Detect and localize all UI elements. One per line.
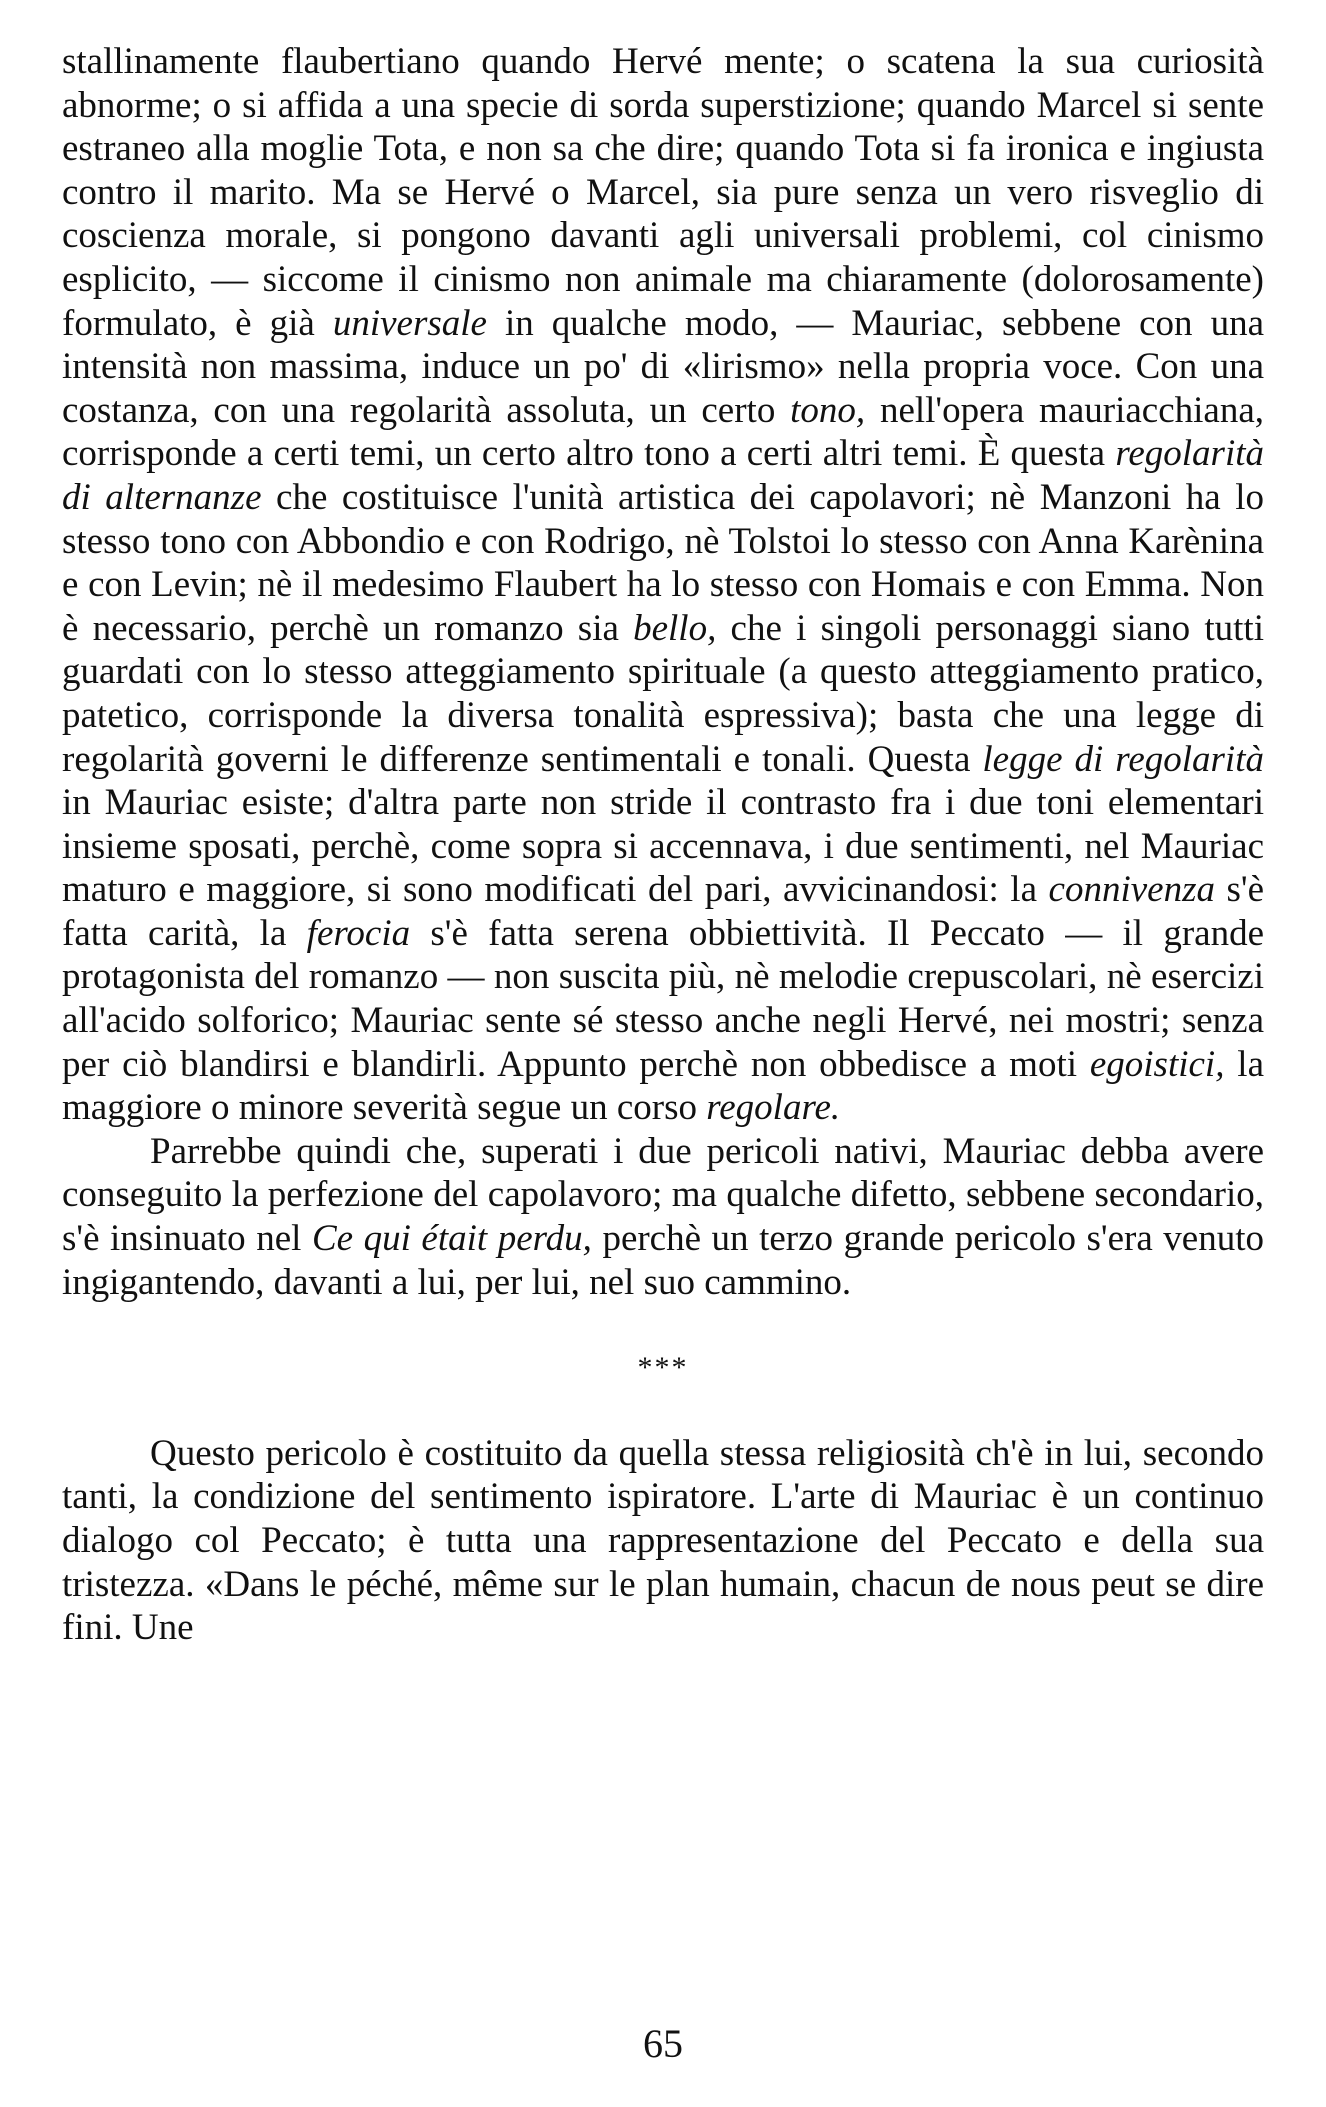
text-segment: Questo pericolo è costituito da quella stessa religiosità ch'è in lui, secondo tanti, la condizione del sentimento ispiratore. L'arte di Mauriac è un continuo dialogo col Peccato; è tutta una rappresentazione del Peccato e della sua tristezza. «Dans le péché, même sur le plan humain, chacun de nous peut se dire fini. Une: [62, 1432, 1264, 1649]
section-separator: ***: [637, 1351, 689, 1385]
text-segment: perchè un terzo grande pericolo s'era venuto ingigantendo, davanti a lui, per lui, nel suo cammino.: [62, 1218, 1265, 1303]
italic-text-segment: connivenza: [1048, 869, 1215, 911]
text-segment: che costituisce l'unità artistica dei capolavori; nè Manzoni ha lo stesso tono con Abbondio e con Rodrigo, nè Tolstoi lo stesso con Anna Karènina e con Levin; nè il medesimo Flaubert ha lo stesso con Homais e con Emma. Non è necessario, perchè un romanzo sia: [62, 476, 1264, 649]
text-segment: stallinamente flaubertiano quando Hervé mente; o scatena la sua curiosità abnorme; o si affida a una specie di sorda superstizione; quando Marcel si sente estraneo alla moglie Tota, e non sa che dire; quando Tota si fa ironica e ingiusta contro il marito. Ma se Hervé o Marcel, sia pure senza un vero risveglio di coscienza morale, si pongono davanti agli universali problemi, col cinismo esplicito, — siccome il cinismo non animale ma chiaramente (dolorosamente) formulato, è già: [62, 41, 1264, 344]
text-segment: in qualche modo, — Mauriac, sebbene con una intensità non massima, induce un po' di «lirismo» nella propria voce. Con una costanza, con una regolarità assoluta, un certo: [62, 302, 1265, 431]
text-segment: nell'opera mauriacchiana, corrisponde a certi temi, un certo altro tono a certi altri temi. È questa: [62, 389, 1264, 475]
text-segment: s'è fatta carità, la: [62, 869, 1264, 954]
text-segment: s'è fatta serena obbiettività. Il Peccato — il grande protagonista del romanzo — non suscita più, nè melodie crepuscolari, nè esercizi all'acido solforico; Mauriac sente sé stesso anche negli Hervé, nei mostri; senza per ciò blandirsi e blandirli. Appunto perchè non obbedisce a moti: [62, 912, 1264, 1085]
text-segment: che i singoli personaggi siano tutti guardati con lo stesso atteggiamento spirituale (a questo atteggiamento pratico, patetico, corrisponde la diversa tonalità espressiva); basta che una legge di regolarità governi le differenze sentimentali e tonali. Questa: [62, 607, 1264, 780]
text-segment: la maggiore o minore severità segue un corso: [62, 1043, 1265, 1129]
paragraph-1: [62, 40, 1264, 1130]
italic-text-segment: egoistici,: [1089, 1043, 1225, 1085]
italic-text-segment: bello,: [633, 607, 717, 649]
italic-text-segment: legge di regolarità: [982, 738, 1264, 780]
text-segment: in Mauriac esiste; d'altra parte non stride il contrasto fra i due toni elementari insieme sposati, perchè, come sopra si accennava, i due sentimenti, nel Mauriac maturo e maggiore, si sono modificati del pari, avvicinandosi: la: [62, 782, 1264, 911]
italic-text-segment: universale: [332, 302, 487, 344]
page-number: 65: [643, 2021, 683, 2066]
italic-text-segment: Ce qui était perdu,: [311, 1218, 592, 1260]
page-body: [62, 40, 1264, 1650]
italic-text-segment: regolarità di alternanze: [62, 433, 1264, 518]
paragraph-3: [62, 1432, 1264, 1650]
paragraph-2: [62, 1130, 1264, 1304]
italic-text-segment: regolare.: [706, 1087, 841, 1129]
italic-text-segment: tono,: [790, 389, 866, 431]
italic-text-segment: ferocia: [306, 912, 411, 954]
text-segment: Parrebbe quindi che, superati i due pericoli nativi, Mauriac debba avere conseguito la perfezione del capolavoro; ma qualche difetto, sebbene secondario, s'è insinuato nel: [62, 1130, 1264, 1260]
